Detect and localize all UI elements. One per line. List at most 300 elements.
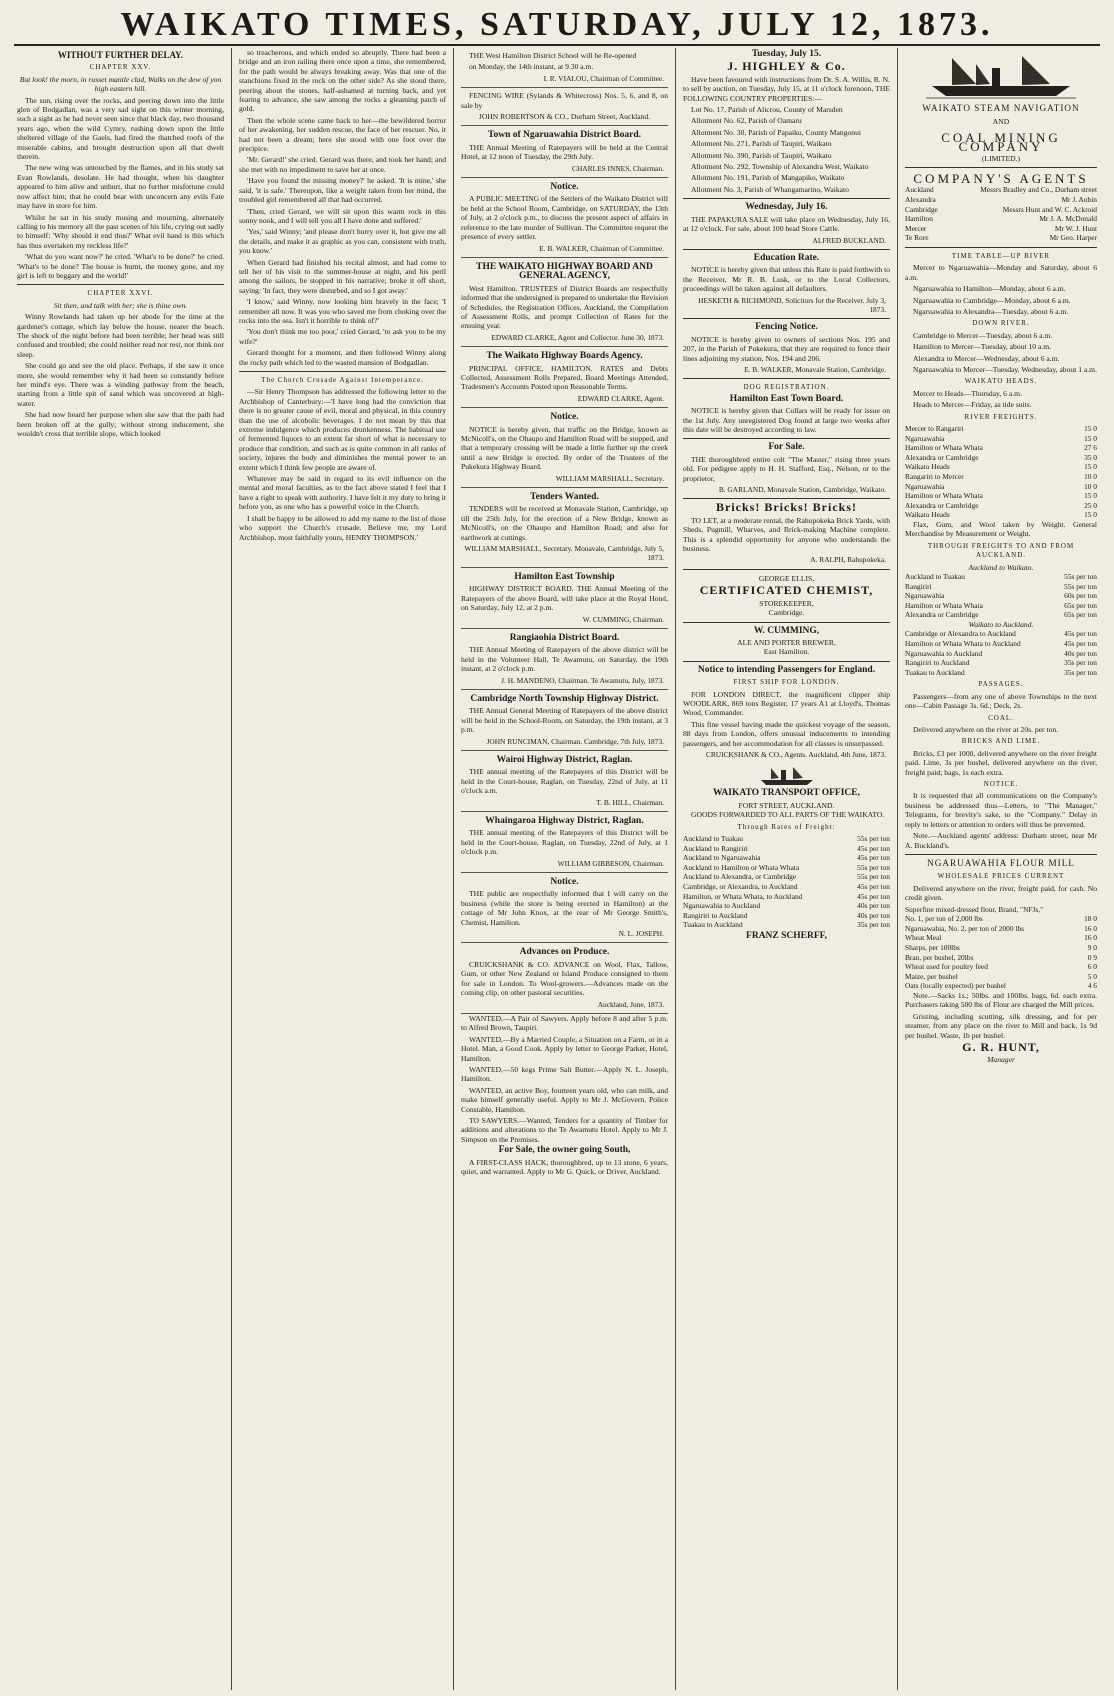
freight-rate: 35s per ton [1064,667,1097,677]
agent-name: Messrs Hunt and W. C. Ackroid [1002,204,1097,214]
price-value: 18 0 [1084,914,1097,924]
freight-route: Hamilton or Whata Whata [905,600,983,610]
price-row [905,914,1097,924]
timetable-line: Heads to Mercer—Friday, as tide suits. [913,400,1032,410]
agent-row [905,195,1097,205]
story-paragraph: 'Have you found the missing money?' he asked. 'It is mine,' she said, 'it is safe.' Thereupon, like a weight taken from her mind, the troubled girl remembered all that had occurred. [239,176,446,205]
through-heading: THROUGH FREIGHTS TO AND FROM AUCKLAND. [927,541,1075,560]
ad-title: Fencing Notice. [755,322,818,333]
waikato-freight-table [905,629,1097,677]
freight-route: Rangiriri to Auckland [683,910,748,920]
bricks-text: Bricks, £3 per 1000, delivered anywhere on the river freight paid. Lime, 3s per bushel, delivered anywhere on the river, freight paid; bags, 1s each extra. [905,748,1097,777]
divider [683,498,890,499]
ad-title: Bricks! Bricks! Bricks! [716,500,857,515]
ad-title: Notice to intending Passengers for England. [697,664,876,675]
freight-route: Auckland to Alexandra, or Cambridge [683,872,797,882]
auctioneer-name: J. HIGHLEY & Co. [727,59,846,74]
freight-rate: 15 0 [1084,462,1097,472]
up-river-heading: TIME TABLE—UP RIVER [951,252,1051,260]
ad-body: THE thoroughbred entire colt "The Master," rising three years old. For pedigree apply to H. H. Stafford, Esq., Nelson, or to the proprietor, [683,454,890,483]
ad-body: TENDERS will be received at Monavale Station, Cambridge, up till the 25th July, for the erection of a New Bridge, known as McNicoll's, on the Ohaupo and Hamilton Road; and also for earthwork at cuttings. [461,504,668,542]
agent-place: Alexandra [905,195,936,205]
notice-ad [461,488,668,568]
chemist-place: Cambridge. [768,608,805,618]
price-row [905,981,1097,991]
price-row [905,962,1097,972]
price-row [905,933,1097,943]
ad-body: GOODS FORWARDED TO ALL PARTS OF THE WAIKATO. [691,810,885,820]
price-value: 16 0 [1084,923,1097,933]
steamship-icon [926,54,1076,100]
ad-title: DOG REGISTRATION. [743,383,830,392]
freight-rate: 15 0 [1084,433,1097,443]
ad-body: THE Annual General Meeting of Ratepayers of the above district will be held in the School-Room, on Saturday, the 19th instant, at 3 p.m. [461,706,668,735]
divider [905,854,1097,855]
column-4-sales [676,48,898,1690]
agent-place: Hamilton [905,214,933,224]
freight-route: Auckland to Ngaruawahia [683,853,761,863]
freight-rate: 35 0 [1084,452,1097,462]
column-2-story-continued [232,48,454,1690]
divider [683,661,890,662]
ad-body: FOR LONDON DIRECT, the magnificent clipper ship WOODLARK, 869 tons Register, 17 years A1 at Lloyd's, Thomas Wood, Commander. [683,689,890,718]
freight-route: Rangiriri [905,581,932,591]
timetable-line: Alexandra to Mercer—Wednesday, about 6 a.m. [913,353,1060,363]
story-paragraph: When Gerard had finished his recital almost, and had come to tell her of his visit to the summer-house at night, and his peril among the sailors, he stopped in his narrative; broke it off short, saying: 'In fact, they were disturbed, and so I got away.' [239,257,446,295]
wanted-ad: WANTED, an active Boy, fourteen years old, who can milk, and make himself generally useful. Apply to Mr J. McGovern, Police Constable, Hamilton. [461,1085,668,1114]
chapter-heading: CHAPTER XXVI. [87,289,154,298]
freight-route: Auckland to Rangiriri [683,843,748,853]
freight-row [905,482,1097,492]
freight-route: Hamilton, or Whata Whata, to Auckland [683,891,803,901]
freight-row [683,872,890,882]
mill-heading: NGARUAWAHIA FLOUR MILL [927,857,1075,868]
ad-subtitle: FORT STREET, AUCKLAND. [738,800,835,810]
price-item: Bran, per bushel, 20lbs [905,952,974,962]
price-value: 0 9 [1087,952,1097,962]
waikato-subheading: Waikato to Auckland. [968,620,1034,630]
ad-signature: A. RALPH, Rahupokeka. [810,555,886,565]
divider [683,378,890,379]
agent-row [905,185,1097,195]
article-paragraph: —Sir Henry Thompson has addressed the following letter to the Archbishop of Canterbury:—'I have long had the conviction that there is no greater cause of evil, moral and physical, in this country than the use of alcoholic beverages. I do not mean by this that extreme indulgence which produces drunkenness. The habitual use of fermented liquors to an extent far short of what is necessary to produce that condition, and such as is quite common in all ranks of society, injures the body and diminishes the mental power to an extent which I think few people are aware of. [239,387,446,472]
ad-title: Whaingaroa Highway District, Raglan. [485,816,644,826]
ad-signature: WILLIAM MARSHALL, Secretary. Monavale, Cambridge, July 5, 1873. [464,544,664,563]
wholesale-heading: WHOLESALE PRICES CURRENT [937,872,1065,881]
lot-line: Allotment No. 292, Township of Alexandra West, Waikato [691,162,869,172]
price-item: Sharps, per 100lbs [905,942,960,952]
freight-rate: 40s per ton [857,910,890,920]
freight-rate: 60s per ton [1064,591,1097,601]
down-river-heading: DOWN RIVER. [972,319,1030,328]
freight-route: Alexandra or Cambridge [905,452,979,462]
freight-rate: 45s per ton [857,853,890,863]
story-paragraph: Gerard thought for a moment, and then followed Winny along the rocky path which led to the wasted mansion of Bodgadlan. [239,348,446,367]
freight-row [683,863,890,873]
price-item: Wheat used for poultry feed [905,962,988,972]
freight-rate: 45s per ton [857,843,890,853]
notice-ad [461,568,668,629]
freight-row [905,472,1097,482]
freight-route: Cambridge, or Alexandra, to Auckland [683,881,798,891]
price-item: Maize, per bushel [905,971,958,981]
freight-row [905,434,1097,444]
freight-route: Auckland to Tuakau [905,572,965,582]
ad-body: A PUBLIC MEETING of the Settlers of the Waikato District will be held at the School Room, Cambridge, on SATURDAY, the 13th of July, at 2 o'clock p.m., to discuss the present aspect of affairs in reference to the late murder of Sullivan. The Committee request the presence of every settler. [461,194,668,242]
freight-row [905,424,1097,434]
story-paragraph: Winny Rowlands had taken up her abode for the time at the gardener's cottage, which lay below the house, nearer the beach. The shock of the night before had been terrible; her head was still confused and troubled; she could neither read nor rest, nor think nor sleep. [17,312,224,359]
price-item: No. 1, per ton of 2,000 lbs [905,914,983,924]
column-1-serial-story [10,48,232,1690]
agent-name: Messrs Bradley and Co., Durham street [980,185,1097,195]
ad-title: Notice. [550,877,579,888]
notice-ad [461,88,668,126]
agent-name: Mr W. J. Hunt [1054,223,1097,233]
freight-rate: 40s per ton [1064,648,1097,658]
ad-signature: B. GARLAND, Monavale Station, Cambridge, Waikato. [718,485,886,495]
freight-row [683,882,890,892]
ad-body: THE annual meeting of the Ratepayers of this District will be held in the Court-house, Raglan, on Tuesday, 22nd of July, at 11 o'clock a.m. [461,767,668,796]
freight-route: Ngaruawahia to Auckland [683,901,761,911]
manager-name: G. R. HUNT, [962,1039,1040,1054]
ad-body: THE West Hamilton District School will be Re-opened [469,51,637,60]
ad-signature: FRANZ SCHERFF, [746,930,827,941]
river-freights-table [905,424,1097,520]
notice-ad [461,258,668,347]
ad-signature: E. B. WALKER, Chairman of Committee. [539,243,664,253]
article-paragraph: Whatever may be said in regard to its evil influence on the mental and moral faculties, as to the fact above stated I feel that I have a right to speak with authority. I have felt it my duty to bring it before you, as one who has a powerful voice in the Church. [239,474,446,512]
ad-subtitle: FIRST SHIP FOR LONDON. [733,678,840,687]
timetable-line: Ngaruawahia to Alexandra—Tuesday, about 6 a.m. [913,307,1069,317]
ad-title: Town of Ngaruawahia District Board. [488,130,641,141]
ad-body: FENCING WIRE (Sylands & Whitecross) Nos. 5, 6, and 8, on sale by [461,91,668,110]
agent-row [905,205,1097,215]
auckland-freight-table [905,572,1097,620]
divider [17,284,224,285]
ad-body: NOTICE is hereby given that unless this Rate is paid forthwith to the Receiver, Mr R. B. Lusk, or to the Local Collectors, proceedings will be taken against all defaulters. [683,265,890,294]
chemist-name: GEORGE ELLIS, [758,573,815,583]
notice-ad [461,48,668,88]
manager-title: Manager [987,1055,1015,1065]
divider [683,249,890,250]
ad-title: THE WAIKATO HIGHWAY BOARD AND GENERAL AGENCY, [476,261,653,282]
story-title: WITHOUT FURTHER DELAY. [57,50,184,60]
ad-signature: EDWARD CLARKE, Agent and Collector. June 30, 1873. [491,332,664,342]
story-paragraph: 'You don't think me too poor,' cried Gerard, 'to ask you to be my wife?' [239,327,446,346]
ad-body: HIGHWAY DISTRICT BOARD. THE Annual Meeting of the Ratepayers of the above Board, will take place at the Royal Hotel, on Saturday, July 12, at 2 p.m. [461,584,668,613]
story-paragraph: so treacherous, and which ended so abruptly. There had been a bridge and an iron railing there once upon a time, she remembered, for the path would be always breaking away. Was that one of the stanchions fixed in the rock on the other side? As she stood there, peering about the stones, half-ashamed at turning back, and yet fearing to advance, she saw among the rocks a gleaming patch of gold. [239,48,446,114]
freight-row [683,920,890,930]
coal-text: Delivered anywhere on the river at 20s. per ton. [913,725,1059,735]
freight-row [905,649,1097,659]
epigraph: Sit then, and talk with her; she is thine own. [53,300,188,310]
timetable-line: Mercer to Ngaruawahia—Monday and Saturday, about 6 a.m. [905,263,1097,282]
freight-note: Flax, Gum, and Wool taken by Weight. General Merchandise by Measurement or Weight. [905,520,1097,539]
freight-row [905,639,1097,649]
freight-row [683,834,890,844]
divider [905,167,1097,168]
freight-route: Ngaruawahia to Auckland [905,648,983,658]
freight-row [905,658,1097,668]
freight-row [683,892,890,902]
ad-title: Education Rate. [753,252,820,263]
freight-row [905,501,1097,511]
notice-ad [461,408,668,488]
price-row [905,972,1097,982]
price-item: Ngaruawahia, No. 2, per ton of 2000 lbs [905,923,1025,933]
price-item: Wheat Meal [905,933,942,943]
chapter-heading: CHAPTER XXV. [89,63,152,72]
lot-line: Allotment No. 191, Parish of Mangapiko, Waikato [691,173,845,183]
ad-signature: WILLIAM GIBBESON, Chairman. [557,858,664,868]
freight-row [683,901,890,911]
ad-signature: W. CUMMING, Chairman. [582,614,664,624]
freight-row [905,453,1097,463]
ad-body: THE annual meeting of the Ratepayers of this District will be held in the Court-house, Raglan, on Tuesday, 22nd of July, at 1 o'clock p.m. [461,828,668,857]
mill-note: Note.—Sacks 1s.; 50lbs. and 100lbs. bags, 6d. each extra. Purchasers taking 500 lbs of Flour are charged the Mill prices. [905,990,1097,1010]
ad-body: This fine vessel having made the quickest voyage of the season, 88 days from London, offers unusual inducements to intending passengers, and her accommodation for all classes is unsurpassed. [683,719,890,748]
chemist-title: CERTIFICATED CHEMIST, [699,583,874,598]
story-paragraph: 'Then, cried Gerard, we will sit upon this warm rock in this sunny nook, and I will tell you all I have done and suffered.' [239,206,446,225]
price-value: 5 0 [1087,971,1097,981]
ad-signature: I. R. VIALOU, Chairman of Committee. [543,73,664,83]
agent-name: Mr J. A. McDonald [1039,214,1097,224]
freight-rate: 55s per ton [1064,581,1097,591]
agent-row [905,214,1097,224]
freight-route: Ngaruawahia [905,591,945,601]
company-and: AND [992,117,1010,127]
freight-route: Hamilton or Whata Whata [905,491,983,501]
freight-route: Auckland to Hamilton or Whata Whata [683,862,800,872]
agents-list [905,185,1097,243]
freights-heading: RIVER FREIGHTS. [964,412,1038,421]
article-paragraph: I shall be happy to be allowed to add my name to the list of those who support the Church's crusade. Believe me, my Lord Archbishop, most faithfully yours, HENRY THOMPSON.' [239,513,446,542]
ad-title: Tuesday, July 15. [751,49,822,59]
brewer-title: ALE AND PORTER BREWER, [737,637,836,647]
freight-rate: 55s per ton [857,834,890,843]
story-paragraph: 'What do you want now?' he cried. 'What's to be done?' he cried. 'What's to be done? The house is burnt, the money gone, and my girl is left to beggary and the world!' [17,252,224,280]
freight-row [905,582,1097,592]
ad-signature: JOHN ROBERTSON & CO., Durham Street, Auckland. [478,112,651,122]
freight-row [683,844,890,854]
wanted-ad: WANTED,—By a Married Couple, a Situation on a Farm, or in a Hotel. Man, a Good Cook. Apply by letter to George Parker, Hotel, Hamilton. [461,1034,668,1063]
freight-route: Ngaruawahia [905,481,945,491]
story-paragraph: She had now heard her purpose when she saw that the path had been broken off at the gully; without strong inducement, she wouldn't cross that terrible slope, which looked [17,410,224,439]
freight-route: Mercer to Rangariri [905,424,964,434]
ad-signature: J. H. MANDENO, Chairman. Te Awamutu, July, 1873. [501,675,664,685]
timetable-line: Ngaruawahia to Cambridge—Monday, about 6 a.m. [913,295,1071,305]
column-5-steam-navigation [898,48,1104,1690]
ad-signature: T. B. HILL, Chairman. [596,797,664,807]
ad-body: TO LET, at a moderate rental, the Rahupokeka Brick Yards, with Sheds, Pugmill, Wharves, and Brick-making Machine complete. This is a splendid opportunity for anyone who understands the business. [683,515,890,554]
freight-route: Waikato Heads [905,462,950,472]
freight-rate: 45s per ton [1064,639,1097,649]
freight-rate: 10 0 [1084,481,1097,491]
price-row [905,943,1097,953]
freight-rate: 45s per ton [1064,629,1097,639]
freight-route: Cambridge or Alexandra to Auckland [905,629,1016,639]
freight-row [905,668,1097,678]
ad-signature: E. B. WALKER, Monavale Station, Cambridge. [744,364,886,374]
notice-ad [461,178,668,258]
column-3-notices [454,48,676,1690]
ad-signature: Auckland, June, 1873. [597,999,664,1009]
agents-note: Note.—Auckland agents' address: Durham street, near Mr A. Buckland's. [905,831,1097,850]
ad-title: Hamilton East Township [514,571,615,582]
freight-table [683,834,890,930]
price-item: Oats (locally expected) per bushel [905,981,1006,991]
agents-heading: COMPANY'S AGENTS [913,171,1089,187]
price-item: Superfine mixed-dressed flour, Brand, "NFJs," [905,904,1044,914]
story-paragraph: Whilst he sat in his study musing and mourning, alternately calling to his memory all the past scenes of his life, crying out sadly to himself: 'Why should it end thus?' What evil hand is this which has thus overtaken my reckless life?' [17,212,224,250]
coal-heading: COAL. [988,713,1014,722]
agent-place: Cambridge [905,204,938,214]
notice-ad [461,873,668,943]
agent-place: Te Rore [905,233,929,243]
notice-ad [461,126,668,178]
price-value: 4 6 [1087,981,1097,991]
price-value: 9 0 [1087,942,1097,952]
ad-signature: N. L. JOSEPH. [618,929,664,939]
freight-rate: 15 0 [1084,424,1097,434]
freight-route: Tuakau to Auckland [905,667,965,677]
ad-body: NOTICE is hereby given to owners of sections Nos. 195 and 207, in the Parish of Pukekura, that they are required to fence their lines adjoining my station, Nos. 194 and 206. [683,334,890,363]
ad-title: For Sale, the owner going South, [498,1145,631,1156]
freight-rate: 45s per ton [857,891,890,901]
freight-rate: 40s per ton [857,901,890,911]
freight-route: Alexandra or Cambridge [905,610,979,620]
price-value: 16 0 [1084,933,1097,943]
ad-signature: WILLIAM MARSHALL, Secretary. [555,473,664,483]
chemist-line: STOREKEEPER, [759,598,814,608]
freight-route: Hamilton or Whata Whata [905,443,983,453]
story-paragraph: The new wing was untouched by the flames, and in his study sat Evan Rowlands, desolate. He had thought, when his daughter appeared to him alive and unhurt, that no further misfortune could now affect him; that he could bear with unconcern any evils Fate may have in store for him. [17,163,224,211]
ad-title: Wairoi Highway District, Raglan. [496,754,633,765]
company-name: WAIKATO STEAM NAVIGATION [922,103,1080,113]
story-paragraph: 'I know,' said Winny, now looking him bravely in the face; 'I remember all now. It was you who saved me from choking over the rocks into the sea. Isn't it horrible to think of?' [239,297,446,325]
company-coal: COAL MINING COMPANY [941,129,1061,155]
freight-row [905,610,1097,620]
ad-title: The Waikato Highway Boards Agency. [486,351,643,362]
ad-title: Cambridge North Township Highway District. [470,693,659,704]
divider [683,569,890,570]
freight-route: Rangariri to Mercer [905,472,964,482]
ad-signature: CHARLES INNES, Chairman. [572,163,664,173]
lot-line: Allotment No. 30, Parish of Papaiku, County Mangonui [691,127,862,137]
ad-title: Hamilton East Town Board. [729,393,844,404]
freight-rate: 35s per ton [857,920,890,930]
freight-row [683,911,890,921]
timetable-line: Ngaruawahia to Mercer—Tuesday, Wednesday, about 1 a.m. [913,365,1097,375]
freight-row [905,572,1097,582]
ad-signature: HESKETH & RICHMOND, Solicitors for the Receiver. July 3, 1873. [698,295,886,314]
freight-route: Auckland to Tuakau [683,834,743,843]
lot-line: Allotment No. 62, Parish of Oamaru [691,116,802,126]
price-row [905,953,1097,963]
freight-rate: 35s per ton [1064,658,1097,668]
brewer-place: East Hamilton. [763,647,810,657]
freight-route: Waikato Heads [905,510,950,520]
lot-line: Allotment No. 271, Parish of Taupiri, Waikato [691,139,832,149]
ad-body: NOTICE is hereby given, that traffic on the Bridge, known as McNicoll's, on the Ohaupo and Hamilton Road will be stopped, and that a temporary crossing will be made a little further up the creek until a new Bridge is erected. By order of the Trustees of the Pukekura Highway Board. [461,424,668,472]
bricks-heading: BRICKS AND LIME. [961,737,1041,746]
freight-rate: 55s per ton [1064,572,1097,582]
freight-route: Alexandra or Cambridge [905,500,979,510]
freight-rate: 10 0 [1084,472,1097,482]
freight-row [905,629,1097,639]
freight-rate: 65s per ton [1064,610,1097,620]
wanted-ad: TO SAWYERS.—Wanted, Tenders for a quantity of Timber for additions and alterations to the Te Awamutu Hotel. Apply to Mr J. Simpson on the Premises. [461,1115,668,1144]
notice-heading: NOTICE. [983,780,1019,789]
ad-title: Notice. [550,182,579,193]
mill-text: Delivered anywhere on the river, freight paid, for cash. No credit given. [905,883,1097,903]
freight-rate: 27 6 [1084,443,1097,453]
divider [239,371,446,372]
freight-route: Ngaruawahia [905,433,945,443]
ad-body: THE Annual Meeting of Ratepayers of the above district will be held in the Volunteer Hall, Te Awamutu, on Saturday, the 19th instant, at 2 o'clock p.m. [461,645,668,674]
price-row [905,924,1097,934]
freight-row [905,591,1097,601]
story-paragraph: 'Yes,' said Winny; 'and please don't hurry over it, but give me all the details, and make it as graphic as you can, consistent with truth, you know.' [239,227,446,256]
ad-signature: EDWARD CLARKE, Agent. [577,393,664,403]
freight-row [905,443,1097,453]
gristing-text: Gristing, including scutting, silk dressing, and for per steamer, from any place on the river to Mill and back, 1s 9d per bushel. Waste, 1b per bushel. [905,1011,1097,1040]
ad-body: West Hamilton. TRUSTEES of District Boards are respectfully informed that the undersigned is prepared to undertake the Revision of Schedules, the Registration Offices, Auckland, the Compilation of Assessment Rolls, and prompt Collection of Rates for the ensuing year. [461,283,668,331]
agent-place: Auckland [905,185,934,195]
freight-row [905,462,1097,472]
story-paragraph: She could go and see the old place. Perhaps, if she saw it once more, she would remember why it had been so constantly before her mind's eye. There was a winding pathway from the beach, starting from a little spit of sand which was uncovered at high-water. [17,361,224,408]
freight-rate: 55s per ton [857,862,890,872]
article-heading: The Church Crusade Against Intemperance. [261,376,424,384]
lot-line: Allotment No. 3, Parish of Whangamarino, Waikato [691,184,849,194]
freight-route: Tuakau to Auckland [683,920,743,930]
divider [905,247,1097,248]
lot-line: Allotment No. 390, Parish of Taupiri, Waikato [691,150,832,160]
ad-body: THE Annual Meeting of Ratepayers will be held at the Central Hotel, at 12 noon of Tuesday, the 29th July. [461,142,668,162]
ad-body: NOTICE is hereby given that Collars will be ready for issue on the 1st July. Any unregistered Dog found at large two weeks after this date will be destroyed according to law. [683,406,890,434]
ad-title: Tenders Wanted. [530,492,599,503]
freight-rate: 65s per ton [1064,600,1097,610]
agent-place: Mercer [905,223,927,233]
story-paragraph: Then the whole scene came back to her—the bewildered horror of her awakening, her sudden rescue, the face of her rescuer. No, it had not been a dream; here she stood with one foot over the precipice. [239,115,446,154]
ad-body: PRINCIPAL OFFICE, HAMILTON. RATES and Debts Collected, Assessment Rolls Prepared, Board Meetings Attended, Tradesmen's Accounts Posted upon Reasonable Terms. [461,363,668,392]
price-value: 6 0 [1087,962,1097,972]
timetable-line: Cambridge to Mercer—Tuesday, about 6 a.m. [913,330,1053,340]
ad-body: CRUICKSHANK & CO. ADVANCE on Wool, Flax, Tallow, Gum, or other New Zealand or Island Produce consigned to them for sale in London. To Wool-growers.—Advances made on the coming clip, on other pastoral securities. [461,959,668,998]
freight-route: Rangiriri to Auckland [905,658,970,668]
story-paragraph: The sun, rising over the rocks, and peering down into the little glen of Bodgadlan, was a very sad sight on this winter morning, such a sight as he had never seen since that black day, two thousand years ago, when the wild Cymry, rushing down upon the little sheltered village of the Gaels, had fired the thatched roofs of the miserable cabins, and brought destruction upon all that dwelt therein. [17,95,224,162]
freight-rate: 25 0 [1084,500,1097,510]
epigraph: But look! the morn, in russet mantle clad, Walks on the dew of yon high eastern hill. [19,74,222,94]
freight-rate: 15 0 [1084,491,1097,501]
ad-subtitle: Through Rates of Freight: [737,822,836,831]
wanted-ad: WANTED,—50 kegs Prime Salt Butter.—Apply N. L. Joseph, Hamilton. [461,1064,668,1084]
ad-body: THE PAPAKURA SALE will take place on Wednesday, July 16, at 12 o'clock. For sale, about 100 head Store Cattle. [683,214,890,234]
notice-ad [461,629,668,690]
freight-row [683,853,890,863]
story-paragraph: 'Mr. Gerard!' she cried. Gerard was there, and took her hand; and she met with no impediment to save her at once. [239,155,446,174]
heads-heading: WAIKATO HEADS. [964,377,1038,386]
lot-line: Lot No. 17, Parish of Alicrou, County of Marsden [691,105,843,115]
divider [683,622,890,623]
passages-heading: PASSAGES. [978,680,1024,689]
wanted-ad: WANTED,—A Pair of Sawyers. Apply before 8 and after 5 p.m. to Alfred Brown, Taupiri. [461,1013,668,1033]
passages-text: Passengers—from any one of above Townships to the next one—Cabin Passage 3s. 6d.; Deck, 2s. [905,691,1097,711]
notice-text: It is requested that all communications on the Company's business be addressed thus—Letters, to "The Manager," Telegrams, for brevity's sake, to the "Company." Delay in reply to letters or attention to orders will thus be prevented. [905,791,1097,829]
masthead: WAIKATO TIMES, SATURDAY, JULY 12, 1873. [14,6,1100,46]
freight-row [905,510,1097,520]
timetable-line: Hamilton to Mercer—Tuesday, about 10 a.m. [913,342,1051,352]
